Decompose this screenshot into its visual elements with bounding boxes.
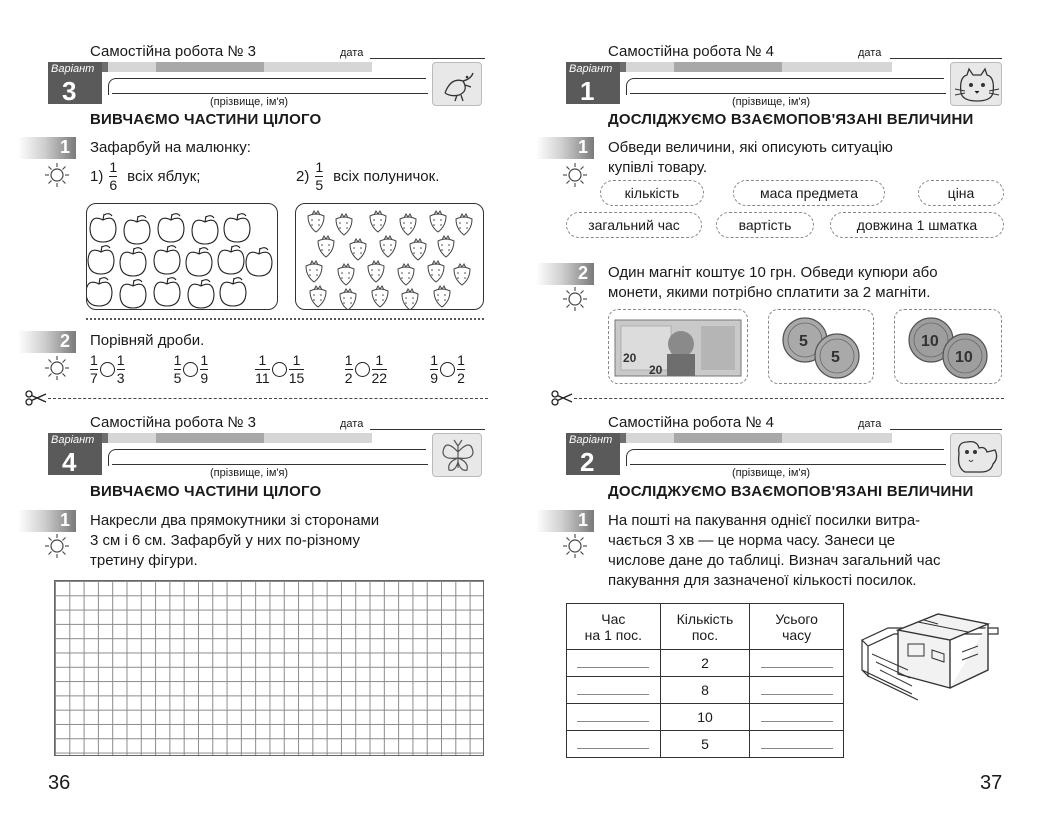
count-cell: 10 — [660, 704, 750, 731]
date-field[interactable] — [890, 429, 1002, 430]
task-line: числове дане до таблиці. Визнач загальний час — [608, 552, 941, 569]
numerator: 1 — [344, 352, 353, 368]
task-line: чається 3 хв — це норма часу. Занеси це — [608, 532, 896, 549]
strawberry-icon[interactable] — [350, 239, 366, 260]
header-line: Кількість — [676, 610, 734, 627]
cat-illustration — [950, 62, 1002, 106]
task-number-tab — [536, 510, 594, 532]
strawberry-icon[interactable] — [400, 214, 416, 235]
sun-icon — [562, 286, 588, 312]
numerator: 1 — [430, 352, 439, 368]
date-label: дата — [340, 418, 364, 430]
coins-10-option[interactable] — [894, 309, 1002, 384]
separator — [86, 318, 484, 320]
strawberry-icon[interactable] — [398, 264, 414, 285]
denominator: 15 — [288, 370, 305, 386]
task-number: 1 — [577, 137, 588, 157]
denominator: 9 — [200, 370, 209, 386]
quantity-option[interactable]: кількість — [600, 180, 704, 206]
variant-number: 3 — [62, 76, 77, 106]
part-text: всіх полуничок. — [333, 167, 440, 185]
name-field[interactable] — [112, 93, 428, 94]
name-caption: (прізвище, ім'я) — [210, 467, 289, 479]
task-number-tab — [536, 263, 594, 285]
task-number: 2 — [577, 263, 588, 283]
coin-value: 10 — [921, 333, 939, 350]
task-text: Зафарбуй на малюнку: — [90, 139, 251, 156]
butterfly-illustration — [432, 433, 482, 477]
task-line: монети, якими потрібно сплатити за 2 магніти. — [608, 284, 931, 301]
fraction — [200, 353, 208, 386]
task-number-tab — [18, 137, 76, 159]
variant-badge — [48, 433, 102, 475]
task-number: 1 — [59, 137, 70, 157]
fraction — [117, 353, 125, 386]
variant-band — [156, 433, 264, 443]
variant-number: 4 — [62, 447, 77, 477]
banknote-image — [609, 310, 747, 383]
date-field[interactable] — [370, 58, 485, 59]
task-line: третину фігури. — [90, 552, 198, 569]
strawberry-icon[interactable] — [340, 289, 356, 309]
denominator: 5 — [315, 177, 324, 193]
bird-illustration — [432, 62, 482, 106]
quantity-option[interactable]: маса предмета — [733, 180, 885, 206]
numerator: 1 — [109, 159, 118, 175]
task-line: пакування для зазначеної кількості посилок. — [608, 572, 917, 589]
strawberry-icon[interactable] — [308, 211, 324, 232]
fraction — [289, 353, 305, 386]
header-line: пос. — [691, 626, 719, 643]
apple-icon[interactable] — [188, 280, 214, 308]
apple-icon[interactable] — [186, 248, 212, 276]
comparison-pair — [174, 353, 256, 386]
strawberry-icon[interactable] — [428, 261, 444, 282]
denominator: 6 — [109, 177, 118, 193]
sun-icon — [562, 162, 588, 188]
fraction — [372, 353, 388, 386]
cut-line — [574, 398, 1004, 399]
table-header — [660, 604, 750, 650]
apples-picture[interactable] — [86, 203, 278, 310]
answer-cell[interactable] — [567, 650, 661, 677]
strawberry-icon[interactable] — [336, 214, 352, 235]
variant-label: Варіант — [569, 63, 613, 75]
fraction — [315, 160, 323, 193]
count-cell: 5 — [660, 731, 750, 758]
quantity-option[interactable]: довжина 1 шматка — [830, 212, 1004, 238]
strawberry-icon[interactable] — [372, 286, 388, 307]
numerator: 1 — [200, 352, 209, 368]
name-caption: (прізвище, ім'я) — [732, 467, 811, 479]
scissors-icon — [550, 390, 574, 406]
task-part-2 — [296, 160, 439, 193]
header-line: Усього — [775, 610, 818, 627]
comparison-pair — [430, 353, 490, 386]
answer-cell[interactable] — [750, 650, 844, 677]
coins-image — [895, 310, 1001, 383]
date-field[interactable] — [890, 58, 1002, 59]
coin-value: 5 — [799, 333, 808, 350]
apple-icon[interactable] — [246, 248, 272, 276]
header-line: часу — [782, 626, 812, 643]
page-number: 36 — [48, 772, 71, 794]
numerator: 1 — [292, 352, 301, 368]
date-field[interactable] — [370, 429, 485, 430]
banknote-value: 20 — [649, 363, 663, 377]
section-title: ДОСЛІДЖУЄМО ВЗАЄМОПОВ'ЯЗАНІ ВЕЛИЧИНИ — [608, 483, 974, 500]
name-field[interactable] — [112, 464, 428, 465]
compare-circle[interactable] — [355, 362, 370, 377]
drawing-grid[interactable] — [54, 580, 484, 756]
variant-label: Варіант — [51, 434, 95, 446]
task-number-tab — [18, 331, 76, 353]
variant-band — [108, 62, 156, 72]
sun-icon — [562, 533, 588, 559]
task-line: Обведи величини, які описують ситуацію — [608, 139, 893, 156]
quantity-option[interactable]: ціна — [918, 180, 1004, 206]
sun-icon — [44, 533, 70, 559]
variant-band — [108, 433, 156, 443]
quantity-option[interactable]: загальний час — [566, 212, 702, 238]
packing-table — [566, 603, 844, 758]
answer-cell[interactable] — [567, 704, 661, 731]
variant-band — [782, 62, 892, 72]
strawberry-icon[interactable] — [430, 211, 446, 232]
numerator: 1 — [173, 352, 182, 368]
task-number: 2 — [59, 331, 70, 351]
task-line: Накресли два прямокутники зі сторонами — [90, 512, 380, 529]
work-header: Самостійна робота № 4 — [608, 43, 774, 60]
denominator: 5 — [173, 370, 182, 386]
fraction-comparisons — [90, 353, 490, 386]
answer-cell[interactable] — [750, 731, 844, 758]
fraction — [430, 353, 438, 386]
comparison-pair — [345, 353, 431, 386]
part-text: всіх яблук; — [127, 167, 201, 185]
numerator: 1 — [457, 352, 465, 368]
variant-band — [264, 62, 372, 72]
apple-icon[interactable] — [218, 246, 244, 274]
compare-circle[interactable] — [183, 362, 198, 377]
section-title: ВИВЧАЄМО ЧАСТИНИ ЦІЛОГО — [90, 483, 322, 500]
table-row — [567, 704, 844, 731]
task-part-1 — [90, 160, 200, 193]
variant-number: 2 — [580, 447, 595, 477]
compare-circle[interactable] — [100, 362, 115, 377]
fraction — [90, 353, 98, 386]
name-field[interactable] — [630, 464, 946, 465]
comparison-pair — [90, 353, 174, 386]
strawberry-icon[interactable] — [402, 289, 418, 309]
variant-band — [674, 62, 782, 72]
header-line: Час — [601, 610, 626, 627]
count-cell: 2 — [660, 650, 750, 677]
task-line: На пошті на пакування однієї посилки витра- — [608, 512, 921, 529]
fraction — [345, 353, 353, 386]
apple-icon[interactable] — [87, 278, 112, 306]
variant-badge — [566, 433, 620, 475]
strawberries-drawing — [296, 204, 483, 309]
cut-line — [48, 398, 488, 399]
page-number: 37 — [980, 772, 1003, 794]
apple-icon[interactable] — [220, 278, 246, 306]
apple-icon[interactable] — [154, 246, 180, 274]
apples-drawing — [87, 204, 277, 309]
table-row — [567, 731, 844, 758]
work-header: Самостійна робота № 3 — [90, 414, 256, 431]
numerator: 1 — [315, 159, 324, 175]
variant-band — [156, 62, 264, 72]
date-label: дата — [858, 47, 882, 59]
strawberry-icon[interactable] — [380, 236, 396, 257]
fraction — [255, 353, 270, 386]
apple-icon[interactable] — [158, 214, 184, 242]
apple-icon[interactable] — [124, 216, 150, 244]
strawberry-icon[interactable] — [368, 261, 384, 282]
task-line: 3 см і 6 см. Зафарбуй у них по-різному — [90, 532, 360, 549]
strawberry-icon[interactable] — [318, 236, 334, 257]
coin-value: 10 — [955, 349, 973, 366]
variant-band — [264, 433, 372, 443]
header-line: на 1 пос. — [584, 626, 643, 643]
compare-circle[interactable] — [272, 362, 287, 377]
numerator: 1 — [116, 352, 125, 368]
name-caption: (прізвище, ім'я) — [732, 96, 811, 108]
strawberry-icon[interactable] — [438, 236, 454, 257]
section-title: ДОСЛІДЖУЄМО ВЗАЄМОПОВ'ЯЗАНІ ВЕЛИЧИНИ — [608, 111, 974, 128]
variant-band — [626, 62, 674, 72]
coins-image — [769, 310, 873, 383]
answer-cell[interactable] — [750, 677, 844, 704]
work-header: Самостійна робота № 3 — [90, 43, 256, 60]
table-header — [750, 604, 844, 650]
section-title: ВИВЧАЄМО ЧАСТИНИ ЦІЛОГО — [90, 111, 322, 128]
apple-icon[interactable] — [154, 278, 180, 306]
answer-cell[interactable] — [567, 731, 661, 758]
task-number: 1 — [59, 510, 70, 530]
apple-icon[interactable] — [224, 214, 250, 242]
quantity-option[interactable]: вартість — [716, 212, 814, 238]
table-row — [567, 677, 844, 704]
table-row — [567, 650, 844, 677]
denominator: 2 — [344, 370, 353, 386]
date-label: дата — [340, 47, 364, 59]
apple-icon[interactable] — [120, 248, 146, 276]
banknote-value: 20 — [623, 351, 637, 365]
fraction — [457, 353, 465, 386]
task-number-tab — [536, 137, 594, 159]
scissors-icon — [24, 390, 48, 406]
apple-icon[interactable] — [88, 246, 114, 274]
variant-band — [626, 433, 674, 443]
answer-cell[interactable] — [567, 677, 661, 704]
strawberries-picture[interactable] — [295, 203, 484, 310]
apple-icon[interactable] — [120, 280, 146, 308]
variant-number: 1 — [580, 76, 595, 106]
strawberry-icon[interactable] — [434, 286, 450, 307]
count-cell: 8 — [660, 677, 750, 704]
denominator: 9 — [430, 370, 439, 386]
compare-circle[interactable] — [440, 362, 455, 377]
table-header — [567, 604, 661, 650]
name-caption: (прізвище, ім'я) — [210, 96, 289, 108]
work-header: Самостійна робота № 4 — [608, 414, 774, 431]
part-label: 2) — [296, 167, 310, 185]
strawberry-icon[interactable] — [410, 239, 426, 260]
sun-icon — [44, 355, 70, 381]
task-number: 1 — [577, 510, 588, 530]
denominator: 11 — [255, 370, 270, 386]
denominator: 22 — [371, 370, 388, 386]
coins-5-option[interactable] — [768, 309, 874, 384]
apple-icon[interactable] — [192, 216, 218, 244]
parcel-box-illustration — [858, 600, 1004, 704]
fraction — [174, 353, 182, 386]
strawberry-icon[interactable] — [454, 264, 470, 285]
part-label: 1) — [90, 167, 104, 185]
comparison-pair — [255, 353, 345, 386]
denominator: 7 — [90, 370, 98, 386]
strawberry-icon[interactable] — [370, 211, 386, 232]
strawberry-icon[interactable] — [306, 261, 322, 282]
variant-label: Варіант — [569, 434, 613, 446]
coin-value: 5 — [831, 349, 840, 366]
denominator: 3 — [116, 370, 125, 386]
strawberry-icon[interactable] — [456, 214, 472, 235]
task-text: Порівняй дроби. — [90, 332, 205, 349]
task-number-tab — [18, 510, 76, 532]
sun-icon — [44, 162, 70, 188]
task-line: Один магніт коштує 10 грн. Обведи купюри або — [608, 264, 938, 281]
strawberry-icon[interactable] — [338, 264, 354, 285]
task-line: купівлі товару. — [608, 159, 708, 176]
date-label: дата — [858, 418, 882, 430]
variant-band — [674, 433, 782, 443]
variant-label: Варіант — [51, 63, 95, 75]
numerator: 1 — [90, 352, 98, 368]
variant-band — [782, 433, 892, 443]
strawberry-icon[interactable] — [310, 286, 326, 307]
name-field[interactable] — [630, 93, 946, 94]
dog-illustration — [950, 433, 1002, 477]
numerator: 1 — [258, 352, 267, 368]
answer-cell[interactable] — [750, 704, 844, 731]
denominator: 2 — [457, 370, 465, 386]
fraction — [109, 160, 117, 193]
variant-badge — [48, 62, 102, 104]
apple-icon[interactable] — [90, 214, 116, 242]
variant-badge — [566, 62, 620, 104]
banknote-option[interactable] — [608, 309, 748, 384]
numerator: 1 — [375, 352, 384, 368]
